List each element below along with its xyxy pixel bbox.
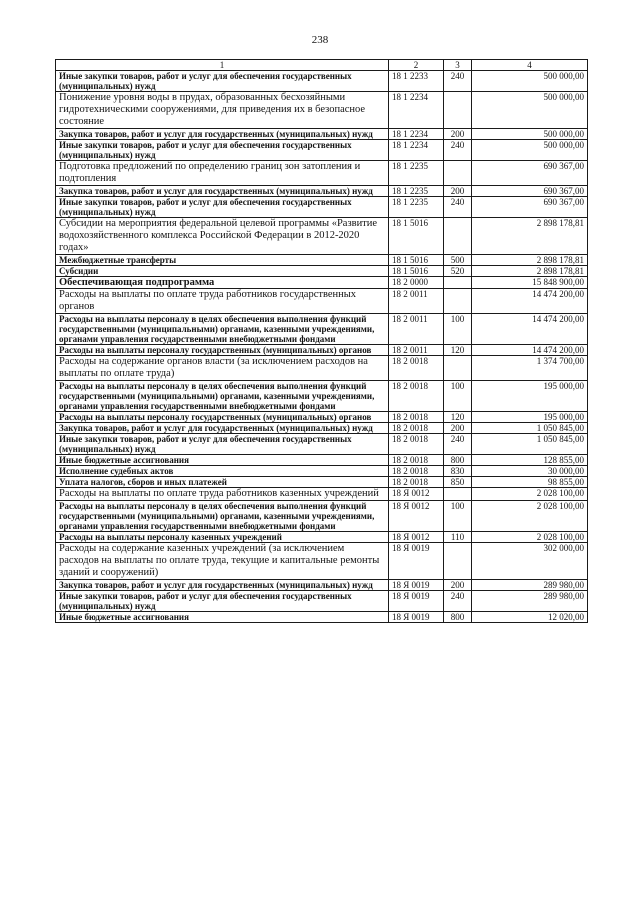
row-type-cell: 100 xyxy=(444,314,472,345)
table-row xyxy=(56,218,588,255)
row-type-cell xyxy=(444,92,472,129)
row-code-cell: 18 1 2235 xyxy=(389,161,444,186)
row-name-cell: Расходы на выплаты персоналу в целях обеспечения выполнения функций государственными (муниципальными) органами, казенными учреждениями, органами управления государственными внебюджетными фондами xyxy=(56,501,389,532)
row-amount-cell: 302 000,00 xyxy=(472,543,588,580)
row-amount-cell: 1 374 700,00 xyxy=(472,356,588,381)
table-row xyxy=(56,197,588,218)
row-amount-cell: 2 898 178,81 xyxy=(472,218,588,255)
row-name-cell: Иные закупки товаров, работ и услуг для обеспечения государственных (муниципальных) нужд xyxy=(56,434,389,455)
row-name-cell: Расходы на содержание казенных учреждений (за исключением расходов на выплаты по оплате труда, текущие и капитальные ремонты зданий и сооружений) xyxy=(56,543,389,580)
row-type-cell: 110 xyxy=(444,532,472,543)
table-row xyxy=(56,591,588,612)
row-name-cell: Уплата налогов, сборов и иных платежей xyxy=(56,477,389,488)
row-type-cell: 120 xyxy=(444,345,472,356)
row-type-cell: 520 xyxy=(444,266,472,277)
row-code-cell: 18 2 0018 xyxy=(389,423,444,434)
row-name-cell: Иные закупки товаров, работ и услуг для обеспечения государственных (муниципальных) нужд xyxy=(56,71,389,92)
table-row xyxy=(56,277,588,289)
row-amount-cell: 690 367,00 xyxy=(472,186,588,197)
row-name-cell: Обеспечивающая подпрограмма xyxy=(56,277,389,289)
row-name-cell: Расходы на выплаты персоналу казенных учреждений xyxy=(56,532,389,543)
row-name-cell: Закупка товаров, работ и услуг для государственных (муниципальных) нужд xyxy=(56,580,389,591)
table-row xyxy=(56,612,588,623)
row-code-cell: 18 1 2235 xyxy=(389,197,444,218)
row-code-cell: 18 Я 0019 xyxy=(389,543,444,580)
table-row xyxy=(56,255,588,266)
row-code-cell: 18 1 5016 xyxy=(389,266,444,277)
row-name-cell: Закупка товаров, работ и услуг для государственных (муниципальных) нужд xyxy=(56,186,389,197)
row-code-cell: 18 2 0018 xyxy=(389,356,444,381)
header-col-2: 2 xyxy=(389,60,444,71)
row-type-cell: 830 xyxy=(444,466,472,477)
row-code-cell: 18 Я 0019 xyxy=(389,580,444,591)
row-type-cell: 240 xyxy=(444,197,472,218)
row-type-cell xyxy=(444,488,472,501)
row-code-cell: 18 2 0018 xyxy=(389,434,444,455)
row-amount-cell: 500 000,00 xyxy=(472,71,588,92)
row-name-cell: Исполнение судебных актов xyxy=(56,466,389,477)
row-code-cell: 18 1 2234 xyxy=(389,92,444,129)
row-code-cell: 18 2 0000 xyxy=(389,277,444,289)
row-name-cell: Иные бюджетные ассигнования xyxy=(56,612,389,623)
row-amount-cell: 500 000,00 xyxy=(472,92,588,129)
row-type-cell: 240 xyxy=(444,140,472,161)
row-amount-cell: 12 020,00 xyxy=(472,612,588,623)
row-amount-cell: 195 000,00 xyxy=(472,412,588,423)
row-amount-cell: 2 028 100,00 xyxy=(472,532,588,543)
row-amount-cell: 289 980,00 xyxy=(472,580,588,591)
row-code-cell: 18 1 5016 xyxy=(389,255,444,266)
table-row xyxy=(56,412,588,423)
row-amount-cell: 1 050 845,00 xyxy=(472,423,588,434)
row-amount-cell: 2 898 178,81 xyxy=(472,255,588,266)
row-name-cell: Субсидии на мероприятия федеральной целевой программы «Развитие водохозяйственного комплекса Российской Федерации в 2012-2020 годах» xyxy=(56,218,389,255)
row-name-cell: Иные закупки товаров, работ и услуг для обеспечения государственных (муниципальных) нужд xyxy=(56,197,389,218)
table-row xyxy=(56,161,588,186)
row-code-cell: 18 2 0011 xyxy=(389,345,444,356)
row-name-cell: Межбюджетные трансферты xyxy=(56,255,389,266)
row-code-cell: 18 Я 0019 xyxy=(389,612,444,623)
row-code-cell: 18 2 0018 xyxy=(389,455,444,466)
row-code-cell: 18 1 2234 xyxy=(389,129,444,140)
row-type-cell: 800 xyxy=(444,455,472,466)
table-row xyxy=(56,501,588,532)
row-name-cell: Расходы на выплаты персоналу государственных (муниципальных) органов xyxy=(56,412,389,423)
table-row xyxy=(56,532,588,543)
table-header-row xyxy=(56,60,588,71)
row-name-cell: Подготовка предложений по определению границ зон затопления и подтопления xyxy=(56,161,389,186)
row-amount-cell: 500 000,00 xyxy=(472,129,588,140)
row-code-cell: 18 2 0011 xyxy=(389,289,444,314)
row-code-cell: 18 2 0011 xyxy=(389,314,444,345)
table-row xyxy=(56,434,588,455)
row-type-cell: 240 xyxy=(444,71,472,92)
row-name-cell: Расходы на выплаты по оплате труда работников казенных учреждений xyxy=(56,488,389,501)
row-amount-cell: 14 474 200,00 xyxy=(472,345,588,356)
header-col-4: 4 xyxy=(472,60,588,71)
row-name-cell: Расходы на выплаты персоналу в целях обеспечения выполнения функций государственными (муниципальными) органами, казенными учреждениями, органами управления государственными внебюджетными фондами xyxy=(56,381,389,412)
row-code-cell: 18 Я 0019 xyxy=(389,591,444,612)
row-type-cell xyxy=(444,218,472,255)
row-code-cell: 18 2 0018 xyxy=(389,381,444,412)
row-amount-cell: 2 028 100,00 xyxy=(472,488,588,501)
table-row xyxy=(56,466,588,477)
row-type-cell: 800 xyxy=(444,612,472,623)
row-type-cell: 500 xyxy=(444,255,472,266)
row-type-cell: 200 xyxy=(444,186,472,197)
table-row xyxy=(56,186,588,197)
table-row xyxy=(56,129,588,140)
table-row xyxy=(56,345,588,356)
table-row xyxy=(56,266,588,277)
table-row xyxy=(56,455,588,466)
row-name-cell: Закупка товаров, работ и услуг для государственных (муниципальных) нужд xyxy=(56,129,389,140)
row-name-cell: Иные закупки товаров, работ и услуг для обеспечения государственных (муниципальных) нужд xyxy=(56,140,389,161)
row-code-cell: 18 1 2234 xyxy=(389,140,444,161)
row-amount-cell: 14 474 200,00 xyxy=(472,289,588,314)
table-row xyxy=(56,423,588,434)
row-amount-cell: 289 980,00 xyxy=(472,591,588,612)
row-name-cell: Расходы на выплаты персоналу в целях обеспечения выполнения функций государственными (муниципальными) органами, казенными учреждениями, органами управления государственными внебюджетными фондами xyxy=(56,314,389,345)
row-code-cell: 18 Я 0012 xyxy=(389,501,444,532)
table-row xyxy=(56,477,588,488)
row-amount-cell: 14 474 200,00 xyxy=(472,314,588,345)
table-row xyxy=(56,140,588,161)
row-type-cell: 200 xyxy=(444,129,472,140)
row-code-cell: 18 Я 0012 xyxy=(389,532,444,543)
row-type-cell xyxy=(444,289,472,314)
row-name-cell: Расходы на выплаты персоналу государственных (муниципальных) органов xyxy=(56,345,389,356)
row-amount-cell: 128 855,00 xyxy=(472,455,588,466)
row-amount-cell: 30 000,00 xyxy=(472,466,588,477)
row-type-cell: 200 xyxy=(444,580,472,591)
budget-table xyxy=(55,59,588,623)
row-code-cell: 18 2 0018 xyxy=(389,466,444,477)
row-type-cell: 240 xyxy=(444,434,472,455)
row-name-cell: Расходы на содержание органов власти (за исключением расходов на выплаты по оплате труда) xyxy=(56,356,389,381)
row-type-cell xyxy=(444,277,472,289)
row-amount-cell: 195 000,00 xyxy=(472,381,588,412)
row-type-cell: 120 xyxy=(444,412,472,423)
table-row xyxy=(56,71,588,92)
row-type-cell xyxy=(444,356,472,381)
row-name-cell: Закупка товаров, работ и услуг для государственных (муниципальных) нужд xyxy=(56,423,389,434)
row-name-cell: Иные закупки товаров, работ и услуг для обеспечения государственных (муниципальных) нужд xyxy=(56,591,389,612)
row-amount-cell: 2 898 178,81 xyxy=(472,266,588,277)
table-row xyxy=(56,488,588,501)
table-row xyxy=(56,314,588,345)
row-amount-cell: 690 367,00 xyxy=(472,161,588,186)
page-number: 238 xyxy=(311,34,329,46)
row-code-cell: 18 1 5016 xyxy=(389,218,444,255)
row-type-cell xyxy=(444,543,472,580)
row-code-cell: 18 2 0018 xyxy=(389,477,444,488)
row-name-cell: Расходы на выплаты по оплате труда работников государственных органов xyxy=(56,289,389,314)
row-amount-cell: 2 028 100,00 xyxy=(472,501,588,532)
table-row xyxy=(56,92,588,129)
row-type-cell: 200 xyxy=(444,423,472,434)
row-type-cell: 100 xyxy=(444,381,472,412)
row-amount-cell: 690 367,00 xyxy=(472,197,588,218)
table-row xyxy=(56,381,588,412)
row-amount-cell: 1 050 845,00 xyxy=(472,434,588,455)
row-name-cell: Иные бюджетные ассигнования xyxy=(56,455,389,466)
table-row xyxy=(56,580,588,591)
row-name-cell: Субсидии xyxy=(56,266,389,277)
header-col-1: 1 xyxy=(56,60,389,71)
row-type-cell: 850 xyxy=(444,477,472,488)
table-row xyxy=(56,289,588,314)
row-amount-cell: 15 848 900,00 xyxy=(472,277,588,289)
row-type-cell xyxy=(444,161,472,186)
row-amount-cell: 98 855,00 xyxy=(472,477,588,488)
row-name-cell: Понижение уровня воды в прудах, образованных бесхозяйными гидротехническими сооружениями, для приведения их в безопасное состояние xyxy=(56,92,389,129)
table-row xyxy=(56,543,588,580)
row-code-cell: 18 1 2233 xyxy=(389,71,444,92)
row-code-cell: 18 2 0018 xyxy=(389,412,444,423)
row-code-cell: 18 1 2235 xyxy=(389,186,444,197)
row-amount-cell: 500 000,00 xyxy=(472,140,588,161)
row-type-cell: 100 xyxy=(444,501,472,532)
row-type-cell: 240 xyxy=(444,591,472,612)
row-code-cell: 18 Я 0012 xyxy=(389,488,444,501)
header-col-3: 3 xyxy=(444,60,472,71)
table-row xyxy=(56,356,588,381)
